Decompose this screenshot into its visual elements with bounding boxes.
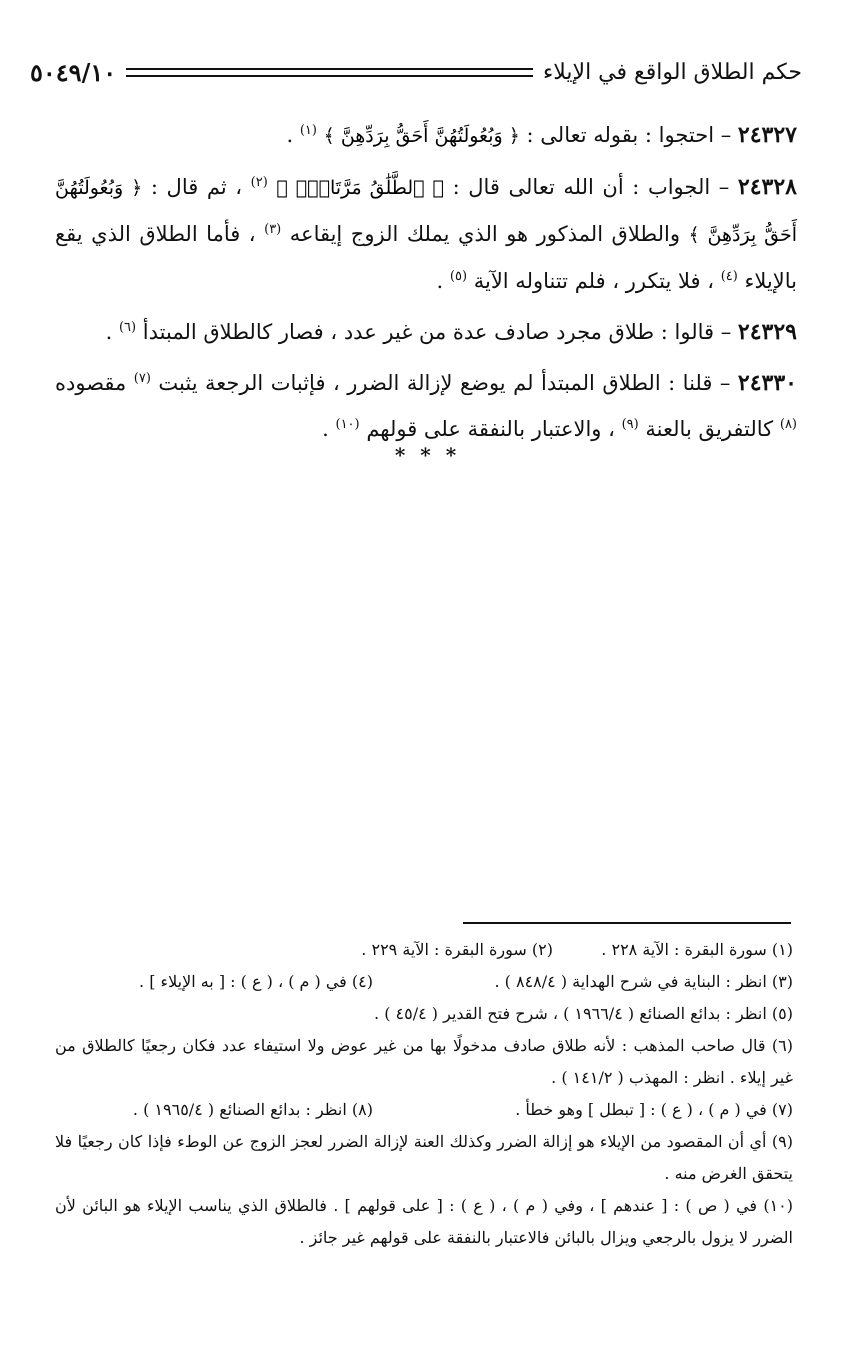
paragraph-end: . [105,320,113,344]
paragraph-number: ٢٤٣٢٨ [737,174,797,200]
page-number: ٥٠٤٩/١٠ [30,57,117,87]
paragraph-text: ، فلا يتكرر ، فلم تتناوله الآية [473,269,714,293]
footnote-7: (٧) في ( م ) ، ( ع ) : [ تبطل ] وهو خطأ . [515,1100,793,1119]
paragraph-number: ٢٤٣٣٠ [737,370,797,396]
footnote-5: (٥) انظر : بدائع الصنائع ( ١٩٦٦/٤ ) ، شرح فتح القدير ( ٤٥/٤ ) . [374,1004,793,1023]
paragraph-end: . [286,123,294,147]
footnote-ref: (٢) [250,175,268,190]
quran-verse: ﴿ وَبُعُولَتُهُنَّ أَحَقُّ بِرَدِّهِنَّ ﴾ [323,125,520,147]
paragraph-text: والطلاق المذكور هو الذي يملك الزوج إيقاعه [289,222,680,246]
running-title: حكم الطلاق الواقع في الإيلاء [542,59,802,85]
footnote-2: (٢) سورة البقرة : الآية ٢٢٩ . [361,940,553,959]
main-text [55,110,797,455]
footnote-row [55,966,793,998]
paragraph-text: ، والاعتبار بالنفقة على قولهم [366,417,615,441]
footnote-ref: (١) [299,123,317,138]
paragraph-text: – قلنا : الطلاق المبتدأ لم يوضع لإزالة الضرر ، فإثبات الرجعة يثبت [158,371,731,395]
page-header [30,52,802,92]
paragraph-number: ٢٤٣٢٩ [737,319,797,345]
footnote-ref: (٩) [621,417,639,432]
footnote-3: (٣) انظر : البناية في شرح الهداية ( ٨٤٨/٤ ) . [494,972,793,991]
footnote-ref: (٨) [779,417,797,432]
paragraph-end: . [436,269,444,293]
footnote-1: (١) سورة البقرة : الآية ٢٢٨ . [601,940,793,959]
paragraph-number: ٢٤٣٢٧ [737,122,797,148]
paragraph-text: – قالوا : طلاق مجرد صادف عدة من غير عدد ، فصار كالطلاق المبتدأ [142,320,732,344]
footnotes [55,934,793,1254]
footnote-row [55,934,793,966]
footnote-ref: (٧) [133,371,151,386]
paragraph-24329 [55,307,797,353]
paragraph-24328 [55,162,797,302]
footnote-ref: (٥) [449,269,468,284]
footnote-ref: (٦) [118,320,137,335]
paragraph-text: ، ثم قال : [150,175,243,199]
footnote-10: (١٠) في ( ص ) : [ عندهم ] ، وفي ( م ) ، ( ع ) : [ على قولهم ] . فالطلاق الذي يناسب الإيلاء هو البائن لأن الضرر لا يزول بالرجعي ويزال بالبائن فالاعتبار بالنفقة على قولهم غير جائز . [55,1196,793,1247]
footnote-rule [463,922,791,924]
footnote-row [55,1094,793,1126]
paragraph-24330 [55,358,797,450]
footnote-9: (٩) أي أن المقصود من الإيلاء هو إزالة الضرر وكذلك العنة لإزالة الضرر لعجز الزوج عن الوطء فإذا كان رجعيًا فلا يتحقق الغرض منه . [55,1132,793,1183]
paragraph-24327 [55,110,797,157]
header-rule [126,68,533,77]
quran-verse: ﴿ ٱلطَّلَٰقُ مَرَّتَانِۖ ﴾ [276,177,444,199]
paragraph-end: . [322,417,329,441]
footnote-ref: (٤) [720,269,738,284]
footnote-4: (٤) في ( م ) ، ( ع ) : [ به الإيلاء ] . [139,972,373,991]
footnote-6: (٦) قال صاحب المذهب : لأنه طلاق صادف مدخولًا بها من غير عوض ولا استيفاء عدد فكان رجعيًا كالطلاق من غير إيلاء . انظر : المهذب ( ١٤١/٢ ) . [55,1036,793,1087]
section-separator: * * * [394,443,461,467]
footnote-ref: (٣) [264,222,282,237]
footnote-8: (٨) انظر : بدائع الصنائع ( ١٩٦٥/٤ ) . [132,1100,373,1119]
paragraph-text: مقصوده [55,371,127,395]
footnote-ref: (١٠) [335,417,360,432]
paragraph-text: ، فأما الطلاق الذي يقع بالإيلاء [55,222,797,293]
paragraph-text: – احتجوا : بقوله تعالى : [526,123,732,147]
paragraph-text: كالتفريق بالعنة [645,417,774,441]
quran-verse: ﴿ وَبُعُولَتُهُنَّ أَحَقُّ بِرَدِّهِنَّ ﴾ [55,177,798,246]
paragraph-text: – الجواب : أن الله تعالى قال : [452,175,730,199]
